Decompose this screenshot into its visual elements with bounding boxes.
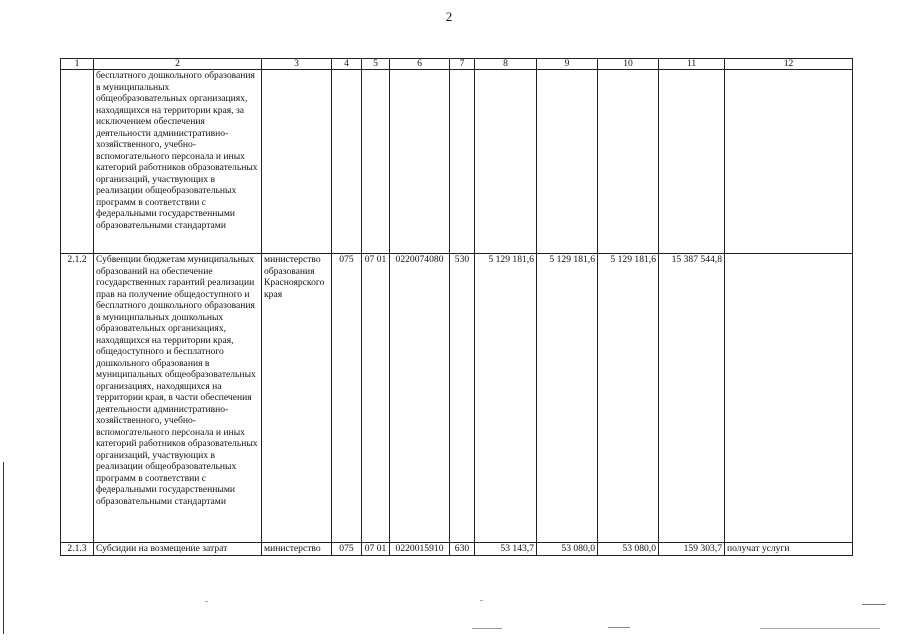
- result-cell: [725, 254, 853, 543]
- grbs-cell: [332, 70, 362, 254]
- table-row: [61, 543, 853, 556]
- vr-cell: 530: [450, 254, 475, 543]
- header-cell-5: 5: [362, 59, 390, 70]
- scan-margin-line: [3, 462, 4, 634]
- csr-cell: [390, 70, 450, 254]
- agency-cell: министерство образования Красноярского края: [262, 254, 332, 543]
- year1-amount-cell: [475, 70, 537, 254]
- total-amount-cell: [659, 70, 725, 254]
- grbs-cell: 075: [332, 254, 362, 543]
- year2-amount-cell: 53 080,0: [537, 543, 598, 556]
- rzpr-cell: 07 01: [362, 254, 390, 543]
- header-cell-12: 12: [725, 59, 853, 70]
- description-cell: Субвенции бюджетам муниципальных образований на обеспечение государственных гарантий реализации прав на получение общедоступного и бесплатного дошкольного образования в муниципальных дошкольных образовательных организациях, находящихся на территории края, общедоступного и бесплатного дошкольного образования в муниципальных общеобразовательных организациях, находящихся на территории края, в части обеспечения деятельности административно-хозяйственного, учебно-вспомогательного персонала и иных категорий работников образовательных организаций, участвующих в реализации общеобразовательных программ в соответствии с федеральными государственными образовательными стандартами: [94, 254, 262, 543]
- header-cell-10: 10: [598, 59, 659, 70]
- year2-amount-cell: 5 129 181,6: [537, 254, 598, 543]
- vr-cell: 630: [450, 543, 475, 556]
- agency-cell: министерство: [262, 543, 332, 556]
- header-cell-4: 4: [332, 59, 362, 70]
- row-number-cell: [61, 70, 94, 254]
- description-cell: Субсидии на возмещение затрат: [94, 543, 262, 556]
- page-number: 2: [445, 9, 453, 24]
- rzpr-cell: 07 01: [362, 543, 390, 556]
- row-number-cell: 2.1.2: [61, 254, 94, 543]
- header-cell-6: 6: [390, 59, 450, 70]
- scan-speck: [760, 628, 880, 629]
- header-cell-8: 8: [475, 59, 537, 70]
- csr-cell: 0220074080: [390, 254, 450, 543]
- scan-speck: [472, 628, 502, 629]
- scan-speck: [205, 601, 208, 602]
- total-amount-cell: 15 387 544,8: [659, 254, 725, 543]
- table-row: [61, 254, 853, 543]
- header-cell-7: 7: [450, 59, 475, 70]
- year3-amount-cell: 53 080,0: [598, 543, 659, 556]
- result-cell: [725, 70, 853, 254]
- year3-amount-cell: 5 129 181,6: [598, 254, 659, 543]
- row-number-cell: 2.1.3: [61, 543, 94, 556]
- budget-table: [60, 58, 853, 556]
- scan-speck: [480, 600, 483, 601]
- agency-cell: [262, 70, 332, 254]
- year2-amount-cell: [537, 70, 598, 254]
- year3-amount-cell: [598, 70, 659, 254]
- header-cell-3: 3: [262, 59, 332, 70]
- table-row: [61, 70, 853, 254]
- total-amount-cell: 159 303,7: [659, 543, 725, 556]
- vr-cell: [450, 70, 475, 254]
- year1-amount-cell: 53 143,7: [475, 543, 537, 556]
- grbs-cell: 075: [332, 543, 362, 556]
- header-cell-9: 9: [537, 59, 598, 70]
- header-cell-11: 11: [659, 59, 725, 70]
- header-cell-1: 1: [61, 59, 94, 70]
- scan-speck: [608, 627, 630, 628]
- result-cell: получат услуги: [725, 543, 853, 556]
- header-row: [61, 59, 853, 70]
- csr-cell: 0220015910: [390, 543, 450, 556]
- scan-speck: [862, 604, 886, 605]
- year1-amount-cell: 5 129 181,6: [475, 254, 537, 543]
- header-cell-2: 2: [94, 59, 262, 70]
- description-cell: бесплатного дошкольного образования в муниципальных общеобразовательных организациях, находящихся на территории края, за исключением обеспечения деятельности административно-хозяйственного, учебно-вспомогательного персонала и иных категорий работников образовательных организаций, участвующих в реализации общеобразовательных программ в соответствии с федеральными государственными образовательными стандартами: [94, 70, 262, 254]
- rzpr-cell: [362, 70, 390, 254]
